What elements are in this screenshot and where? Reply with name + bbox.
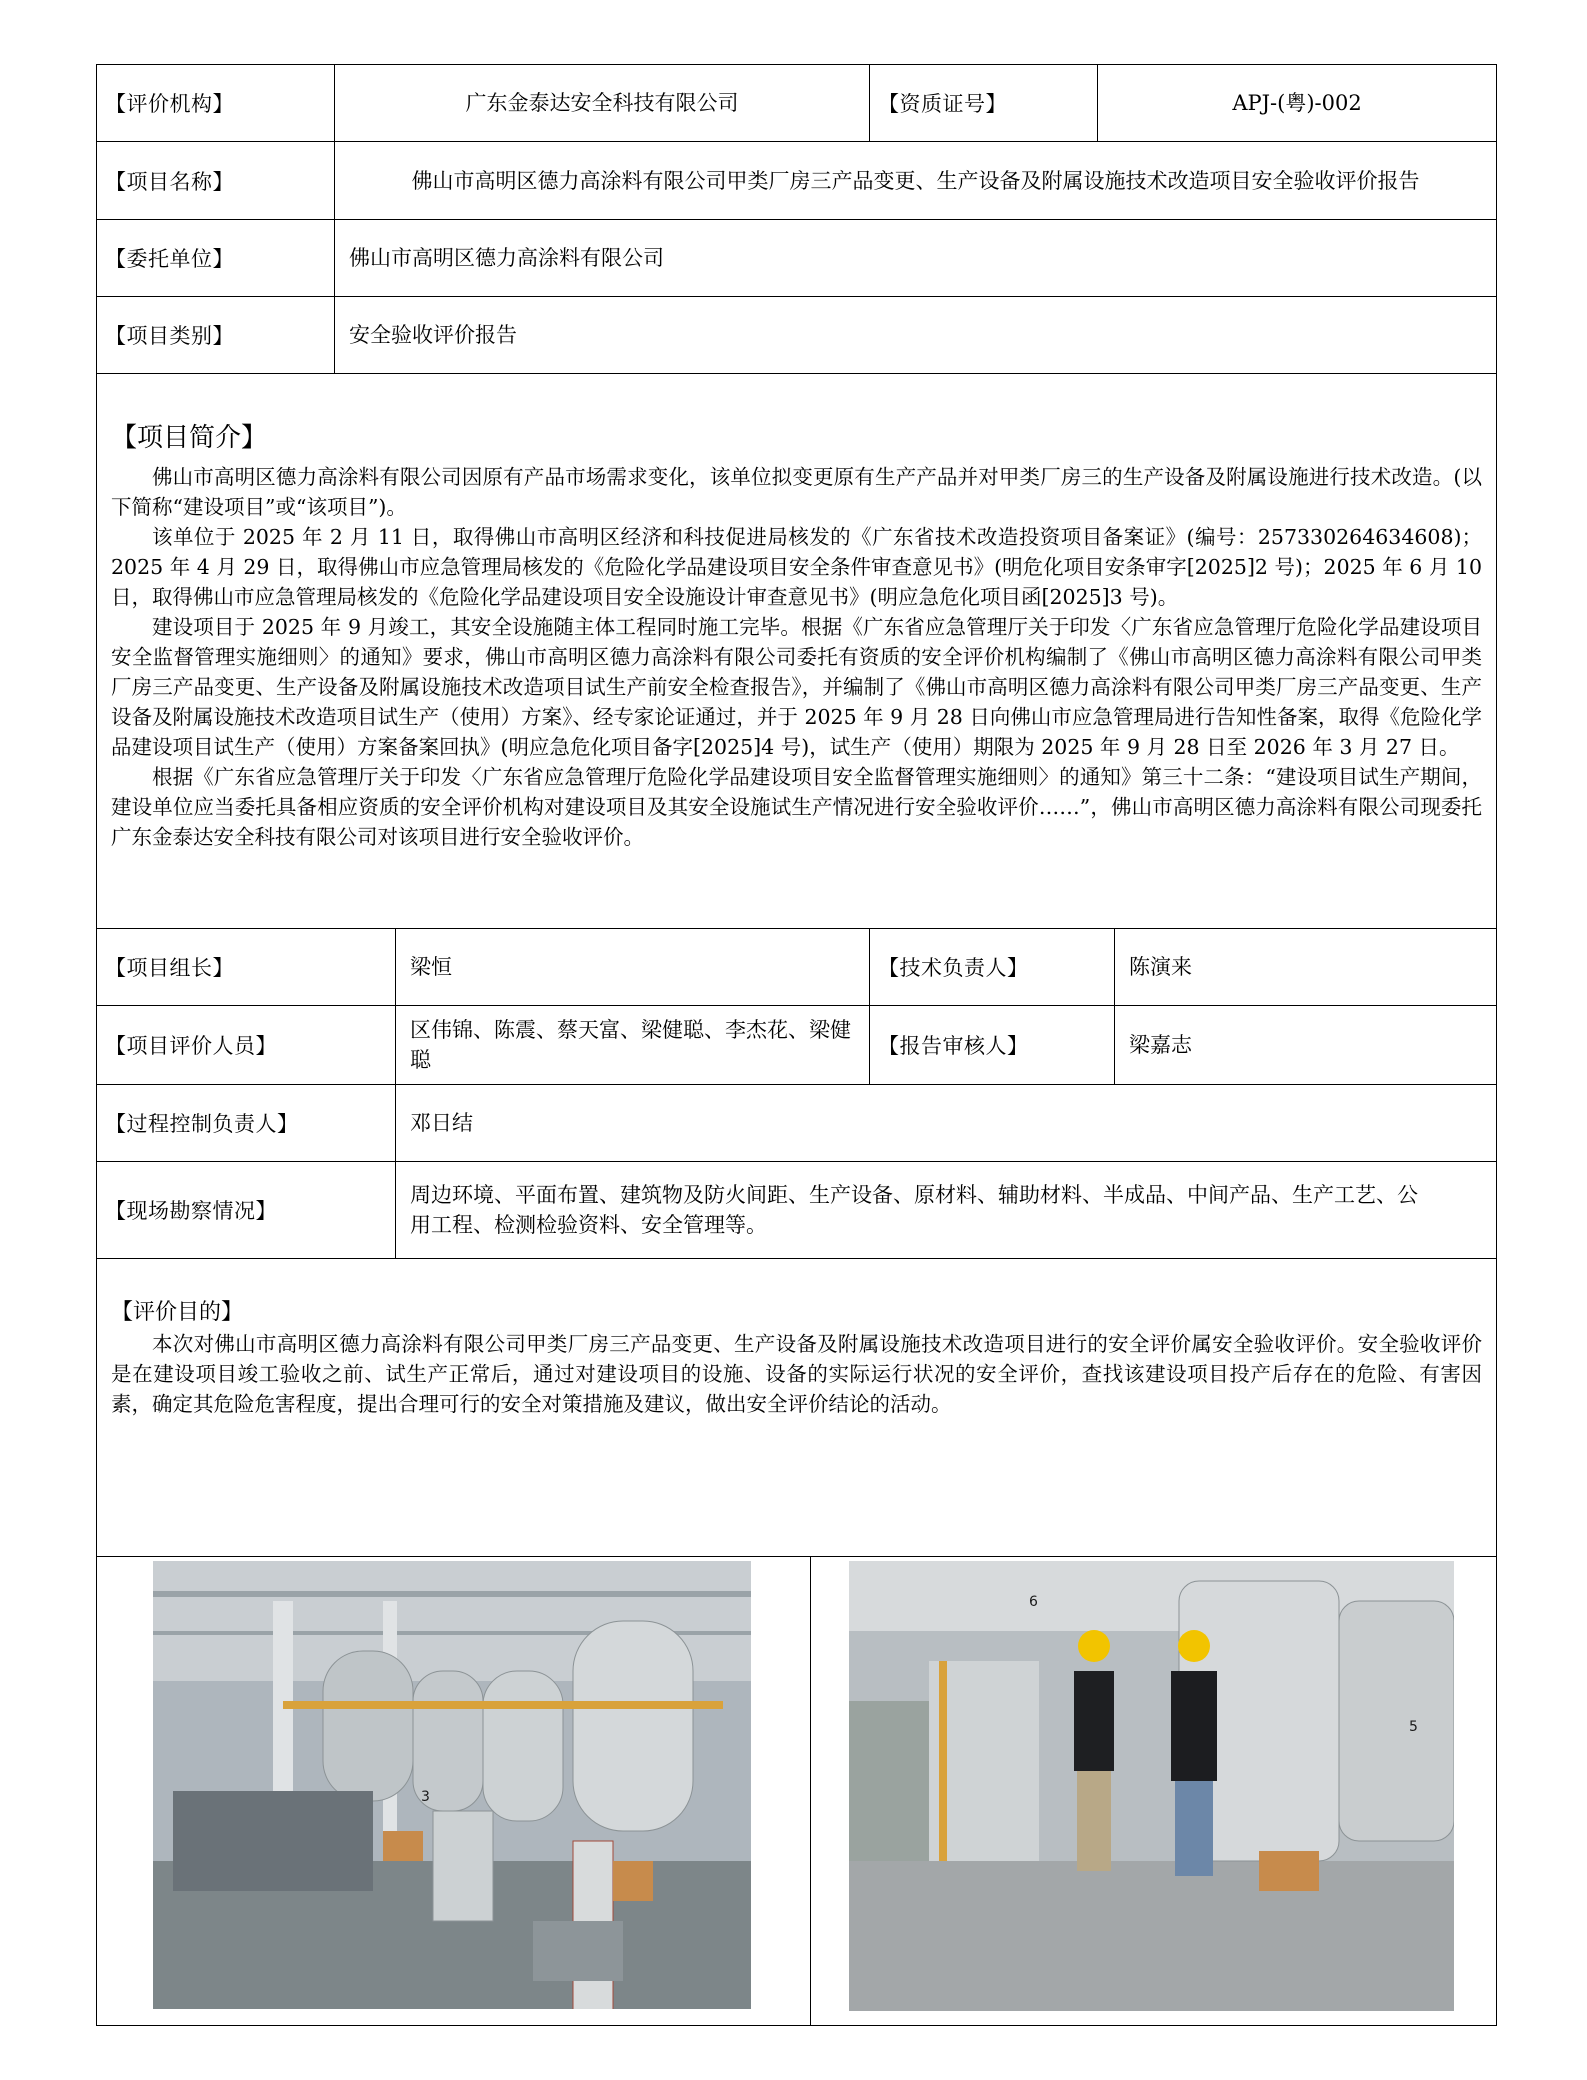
row-project-leader — [97, 929, 1496, 1006]
purpose-title: 【评价目的】 — [111, 1300, 244, 1325]
org-value: 广东金泰达安全科技有限公司 — [334, 65, 869, 141]
purpose-body — [111, 1329, 1482, 1419]
survey-value: 周边环境、平面布置、建筑物及防火间距、生产设备、原材料、辅助材料、半成品、中间产品、生产工艺、公用工程、检测检验资料、安全管理等。 — [395, 1162, 1496, 1258]
row-client — [97, 220, 1496, 297]
section-evaluation-purpose — [97, 1259, 1496, 1557]
section-project-intro — [97, 374, 1496, 929]
intro-paragraph-3: 建设项目于 2025 年 9 月竣工，其安全设施随主体工程同时施工完毕。根据《广东省应急管理厅关于印发〈广东省应急管理厅危险化学品建设项目安全监督管理实施细则〉的通知》要求，佛山市高明区德力高涂料有限公司委托有资质的安全评价机构编制了《佛山市高明区德力高涂料有限公司甲类厂房三产品变更、生产设备及附属设施技术改造项目试生产前安全检查报告》，并编制了《佛山市高明区德力高涂料有限公司甲类厂房三产品变更、生产设备及附属设施技术改造项目试生产（使用）方案》、经专家论证通过，并于 2025 年 9 月 28 日向佛山市应急管理局进行告知性备案，取得《危险化学品建设项目试生产（使用）方案备案回执》(明应急危化项目备字[2025]4 号)，试生产（使用）期限为 2025 年 9 月 28 日至 2026 年 3 月 27 日。 — [111, 615, 1482, 759]
tech-value: 陈演来 — [1114, 929, 1496, 1005]
category-label: 【项目类别】 — [105, 324, 234, 348]
row-process-control — [97, 1085, 1496, 1162]
project-name-label: 【项目名称】 — [105, 169, 234, 194]
inspection-illustration — [849, 1561, 1454, 2011]
cert-label: 【资质证号】 — [869, 65, 1097, 141]
tank-number-5: 5 — [1409, 1719, 1418, 1735]
client-value: 佛山市高明区德力高涂料有限公司 — [334, 220, 1496, 296]
report-page — [96, 64, 1497, 2026]
staff-label: 【项目评价人员】 — [105, 1034, 277, 1058]
row-project-name — [97, 142, 1496, 220]
tech-label: 【技术负责人】 — [869, 929, 1114, 1005]
category-value: 安全验收评价报告 — [334, 297, 1496, 373]
leader-label: 【项目组长】 — [105, 956, 234, 980]
org-label: 【评价机构】 — [105, 92, 234, 116]
section-site-photos — [97, 1557, 1496, 2025]
staff-value: 区伟锦、陈震、蔡天富、梁健聪、李杰花、梁健聪 — [395, 1006, 869, 1084]
project-name-value: 佛山市高明区德力高涂料有限公司甲类厂房三产品变更、生产设备及附属设施技术改造项目安全验收评价报告 — [334, 142, 1496, 219]
client-label: 【委托单位】 — [105, 247, 234, 271]
tank-number-3: 3 — [421, 1789, 430, 1805]
row-evaluation-org — [97, 65, 1496, 142]
intro-title: 【项目简介】 — [111, 423, 268, 453]
intro-paragraph-2: 该单位于 2025 年 2 月 11 日，取得佛山市高明区经济和科技促进局核发的《广东省技术改造投资项目备案证》(编号：257330264634608)；2025 年 4 月 29 日，取得佛山市应急管理局核发的《危险化学品建设项目安全条件审查意见书》(明危化项目安条审字[2025]2 号)；2025 年 6 月 10 日，取得佛山市应急管理局核发的《危险化学品建设项目安全设施设计审查意见书》(明应急危化项目函[2025]3 号)。 — [111, 525, 1482, 609]
photo-workshop-equipment — [153, 1561, 751, 2009]
reviewer-value: 梁嘉志 — [1114, 1006, 1496, 1084]
intro-paragraph-1: 佛山市高明区德力高涂料有限公司因原有产品市场需求变化，该单位拟变更原有生产产品并对甲类厂房三的生产设备及附属设施进行技术改造。(以下简称“建设项目”或“该项目”)。 — [111, 465, 1482, 519]
workshop-illustration — [153, 1561, 751, 2009]
process-label: 【过程控制负责人】 — [105, 1112, 299, 1136]
intro-body — [111, 462, 1482, 852]
process-value: 邓日结 — [395, 1085, 1496, 1161]
leader-value: 梁恒 — [395, 929, 869, 1005]
tank-number-6: 6 — [1029, 1594, 1038, 1610]
row-evaluation-staff — [97, 1006, 1496, 1085]
survey-label: 【现场勘察情况】 — [105, 1199, 277, 1223]
purpose-text: 本次对佛山市高明区德力高涂料有限公司甲类厂房三产品变更、生产设备及附属设施技术改造项目进行的安全评价属安全验收评价。安全验收评价是在建设项目竣工验收之前、试生产正常后，通过对建设项目的设施、设备的实际运行状况的安全评价，查找该建设项目投产后存在的危险、有害因素，确定其危险危害程度，提出合理可行的安全对策措施及建议，做出安全评价结论的活动。 — [111, 1332, 1482, 1416]
row-site-survey — [97, 1162, 1496, 1259]
photo-site-inspection — [849, 1561, 1454, 2011]
photo-divider — [810, 1557, 811, 2025]
cert-value: APJ-(粤)-002 — [1097, 65, 1496, 141]
row-category — [97, 297, 1496, 374]
reviewer-label: 【报告审核人】 — [869, 1006, 1114, 1084]
intro-paragraph-4: 根据《广东省应急管理厅关于印发〈广东省应急管理厅危险化学品建设项目安全监督管理实施细则〉的通知》第三十二条：“建设项目试生产期间，建设单位应当委托具备相应资质的安全评价机构对建设项目及其安全设施试生产情况进行安全验收评价……”，佛山市高明区德力高涂料有限公司现委托广东金泰达安全科技有限公司对该项目进行安全验收评价。 — [111, 765, 1482, 849]
